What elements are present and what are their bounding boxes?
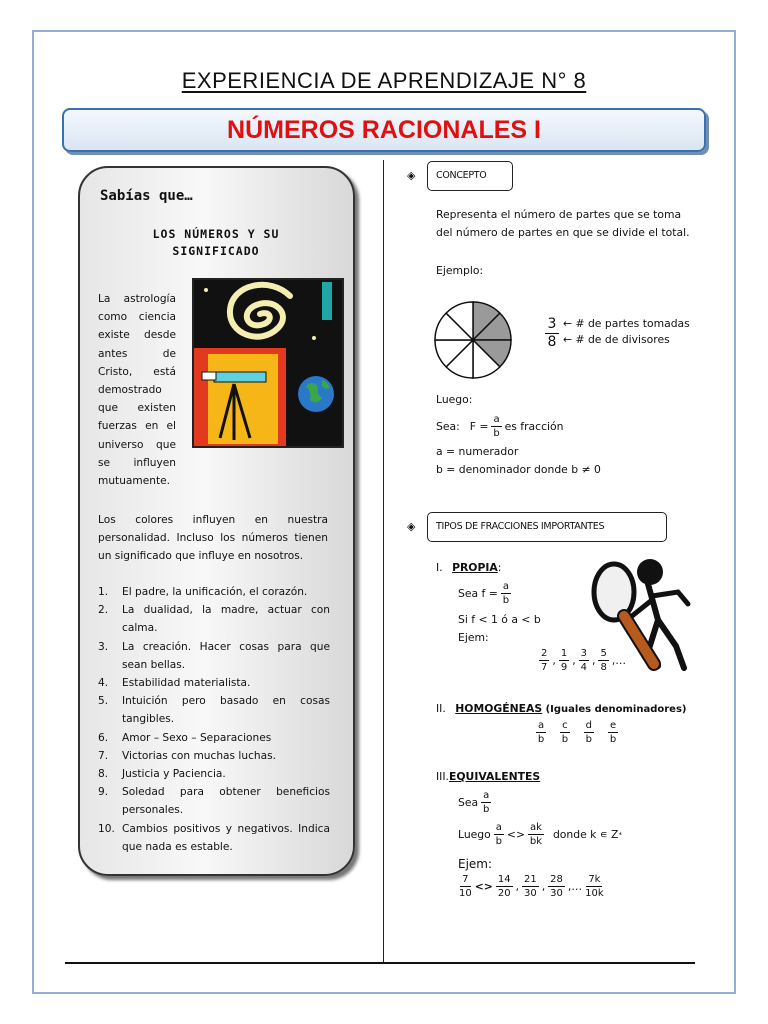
topic-banner-text: NÚMEROS RACIONALES I [227, 116, 541, 144]
diamond-bullet-icon: ◈ [407, 169, 416, 182]
propia-examples: $\frac{2}{7}$ , $\frac{1}{9}$ , $\frac{3}{4}$ , $\frac{5}{8}$ ,… [541, 648, 627, 673]
propia-heading: I. PROPIA: [436, 561, 502, 574]
example-denominator: 8 [547, 334, 557, 350]
homogeneas-heading: II. HOMOGÉNEAS (Iguales denominadores) [436, 702, 687, 715]
footer-rule [65, 962, 695, 964]
galaxy-icon [200, 284, 320, 344]
numerador-line: a = numerador [436, 445, 519, 458]
a-over-b: $\frac{a}{b}$ [493, 414, 500, 439]
fraction-definition: Sea: F = $\frac{a}{b}$ es fracción [436, 414, 564, 439]
concepto-line-1: Representa el número de partes que se toma [436, 208, 682, 221]
list-item: 1. El padre, la unificación, el corazón. [98, 586, 308, 598]
equivalentes-def: Sea $\frac{a}{b}$ [458, 790, 490, 815]
colors-paragraph: Los colores influyen en nuestra personalidad. Incluso los números tienen un significado que influye en nosotros. [98, 514, 328, 563]
topic-banner [62, 108, 706, 152]
equivalentes-rule: Luego $\frac{a}{b}$ <> $\frac{ak}{bk}$ donde k ∊ Z * [458, 822, 622, 847]
equivalentes-heading: III.EQUIVALENTES [436, 770, 541, 783]
magnifying-glass-figure-icon [588, 556, 698, 676]
list-item: 9. Soledad para obtener beneficios personales. [98, 786, 330, 817]
homogeneas-fractions: $\frac{a}{b}$ $\frac{c}{b}$ $\frac{d}{b}$ $\frac{e}{b}$ [537, 720, 617, 745]
diamond-bullet-icon: ◈ [407, 520, 416, 533]
list-item: 10. Cambios positivos y negativos. Indica que nada es estable. [98, 822, 330, 853]
sabias-que-title: Sabías que… [100, 188, 193, 204]
example-fraction [545, 316, 559, 351]
earth-icon [298, 376, 334, 412]
equivalentes-examples: $\frac{7}{10}$ <> $\frac{14}{20}$ , $\frac{21}{30}$ , $\frac{28}{30}$ ,… $\frac{7k}{10k}$ [459, 874, 604, 899]
note-denominator: ← # de de divisores [563, 333, 670, 346]
luego-label: Luego: [436, 393, 473, 406]
page-title: EXPERIENCIA DE APRENDIZAJE N° 8 [181, 68, 587, 93]
sidebar-heading-line1: LOS NÚMEROS Y SU [152, 227, 280, 241]
list-item: 8. Justicia y Paciencia. [98, 768, 226, 781]
note-numerator: ← # de partes tomadas [563, 317, 690, 330]
propia-ejem: Ejem: [458, 631, 489, 644]
concepto-tag: CONCEPTO [427, 161, 513, 191]
astronomy-illustration [192, 278, 344, 448]
concepto-definition [436, 206, 726, 242]
sabias-que-panel [78, 166, 355, 876]
column-divider [383, 160, 384, 964]
list-item: 5. Intuición pero basado en cosas tangibles. [98, 695, 330, 726]
equivalentes-ejem: Ejem: [458, 857, 493, 871]
list-item: 7. Victorias con muchas luchas. [98, 749, 277, 762]
sidebar-heading [120, 226, 312, 260]
list-item: 4. Estabilidad materialista. [98, 677, 251, 690]
list-item: 6. Amor – Sexo – Separaciones [98, 731, 272, 744]
number-meanings-list [98, 583, 330, 856]
concepto-line-2: del número de partes en que se divide el total. [436, 226, 690, 239]
tipos-tag: TIPOS DE FRACCIONES IMPORTANTES [427, 512, 667, 542]
astronomy-illustration-svg [194, 280, 344, 448]
denominador-line: b = denominador donde b ≠ 0 [436, 463, 601, 476]
ejemplo-label: Ejemplo: [436, 264, 484, 277]
list-item: 2. La dualidad, la madre, actuar con calma. [98, 604, 330, 635]
sidebar-heading-line2: SIGNIFICADO [172, 244, 260, 258]
astrology-paragraph: La astrología como ciencia existe desde antes de Cristo, está demostrado que existen fuerzas en el universo que se influyen mutuamente. [98, 293, 176, 488]
fraction-notes [563, 316, 690, 348]
example-numerator: 3 [545, 316, 559, 334]
pie-fraction-figure [430, 300, 520, 380]
propia-def: Sea f = $\frac{a}{b}$ [458, 581, 510, 606]
propia-condition: Si f < 1 ó a < b [458, 613, 541, 626]
list-item: 3. La creación. Hacer cosas para que sean bellas. [98, 640, 330, 671]
